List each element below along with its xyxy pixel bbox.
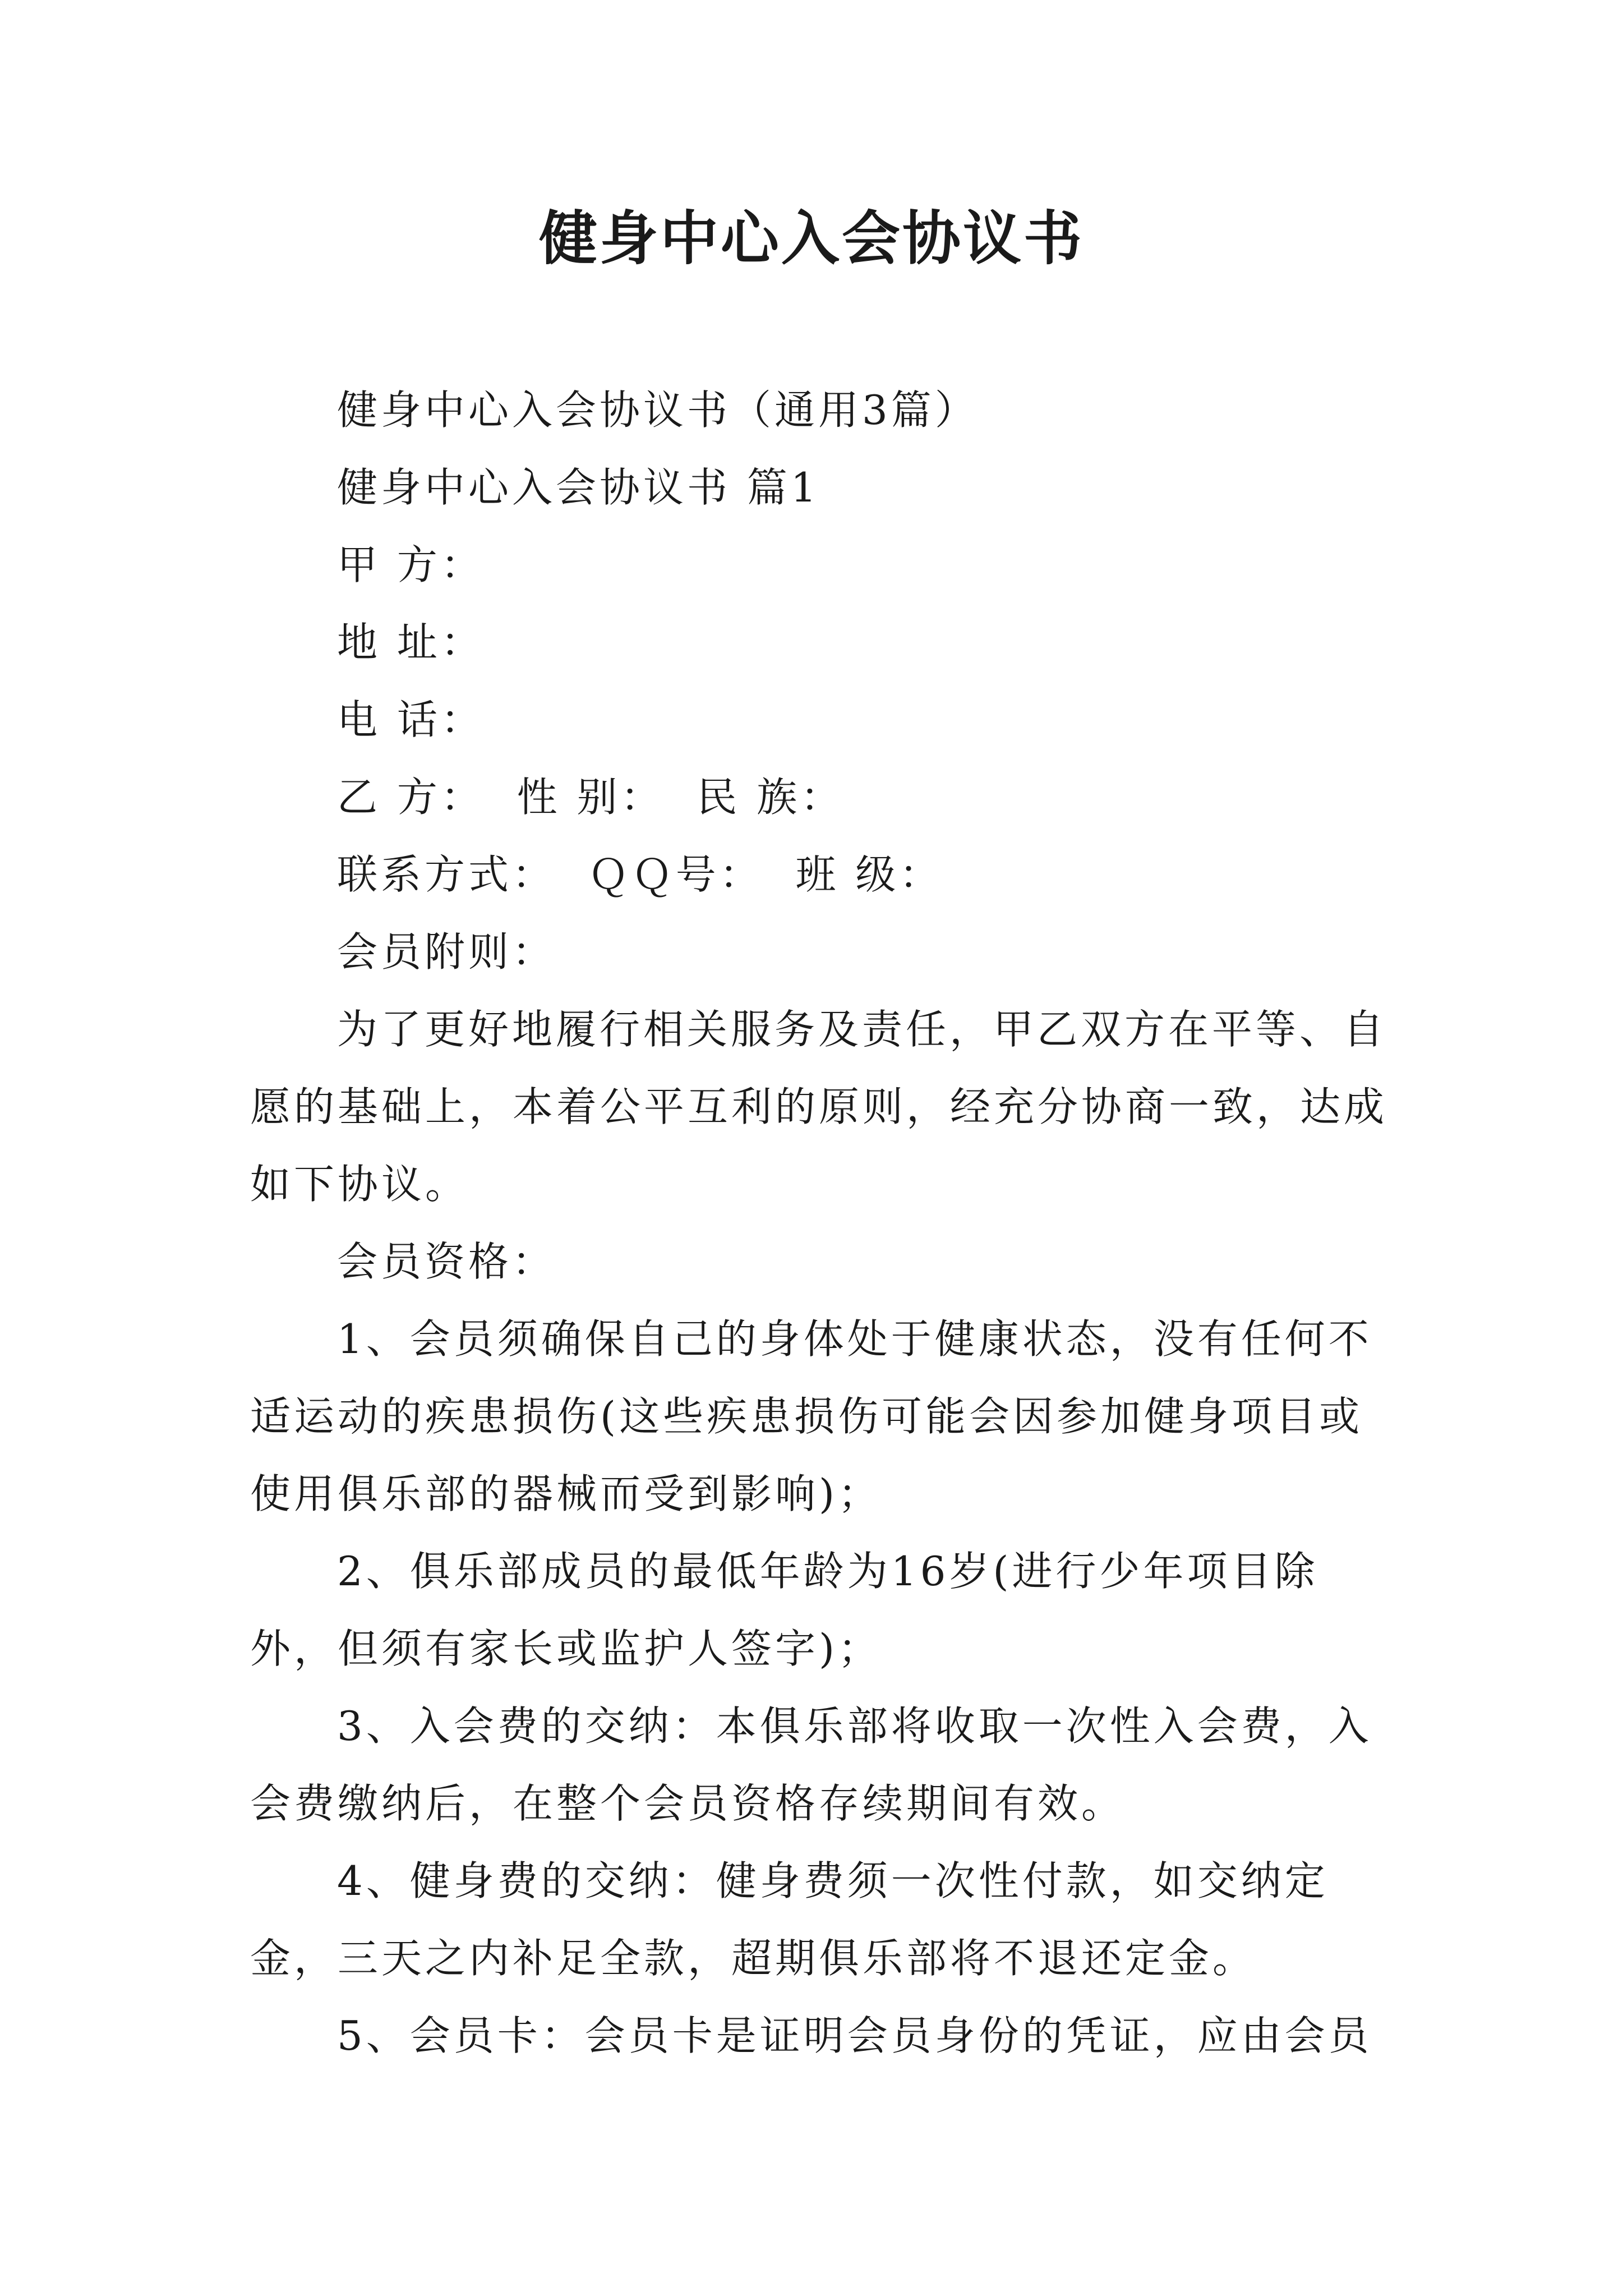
- section-heading: 健身中心入会协议书 篇1: [337, 464, 820, 511]
- address-field: 地 址：: [337, 619, 485, 666]
- party-b-field-line: 乙 方： 性 别： 民 族：: [337, 774, 845, 821]
- document-body: [250, 371, 1389, 2074]
- phone-field: 电 话：: [337, 696, 485, 743]
- document-title: 健身中心入会协议书: [538, 204, 1084, 273]
- clause-item-1: 1、会员须确保自己的身体处于健康状态，没有任何不适运动的疾患损伤(这些疾患损伤可能会因参加健身项目或使用俱乐部的器械而受到影响)；: [250, 1315, 1372, 1517]
- contact-field-line: 联系方式： ＱＱ号： 班 级：: [337, 851, 943, 898]
- intro-paragraph: 为了更好地履行相关服务及责任，甲乙双方在平等、自愿的基础上，本着公平互利的原则，经充分协商一致，达成如下协议。: [250, 1006, 1388, 1208]
- clause-item-3: 3、入会费的交纳：本俱乐部将收取一次性入会费，入会费缴纳后，在整个会员资格存续期间有效。: [250, 1703, 1372, 1827]
- document-subtitle: 健身中心入会协议书（通用3篇）: [337, 386, 979, 434]
- clause-item-5: 5、会员卡：会员卡是证明会员身份的凭证，应由会员: [337, 2012, 1372, 2059]
- member-rules-heading: 会员附则：: [337, 928, 556, 976]
- clause-item-4: 4、健身费的交纳：健身费须一次性付款，如交纳定金，三天之内补足全款，超期俱乐部将不退还定金。: [250, 1857, 1329, 1982]
- clause-item-2: 2、俱乐部成员的最低年龄为16岁(进行少年项目除外，但须有家长或监护人签字)；: [250, 1548, 1318, 1672]
- party-a-field: 甲 方：: [337, 541, 485, 588]
- qualification-heading: 会员资格：: [337, 1238, 556, 1285]
